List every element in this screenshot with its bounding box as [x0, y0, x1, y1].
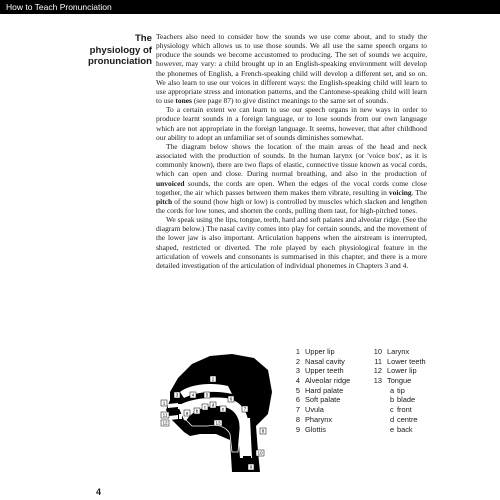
figure-label: 5 — [205, 392, 209, 398]
legend-number: 13 — [373, 376, 382, 386]
tongue-part-label: c — [203, 404, 207, 410]
paragraph-3-text-d: of the sound (how high or low) is controlled by muscles which slacken and lengthen the cords for low tones, and shorten the cords, pulling them taut, for high-pitched tones. — [156, 196, 427, 215]
paragraph-1-text: Teachers also need to consider how the sounds we use come about, and to study the physiology which allows us to use those sounds. We all use the same speech organs to produce the sounds we become accustomed to producing. The set of sounds we acquire, however, may vary: a child brought up in an English-speaking environment will develop the phonemes of English, a French-speaking child will develop a different set, and so on. We also learn to use our voices in different ways: the English-speaking child will learn to use appropriate stress and intonation patterns, and the Cantonese-speaking child will learn to use — [156, 32, 427, 106]
running-header — [0, 0, 500, 14]
legend-item — [370, 366, 450, 376]
legend-number: 3 — [295, 366, 300, 376]
legend-label: front — [397, 405, 412, 415]
paragraph-1-text-end: (see page 87) to give distinct meanings to the same set of sounds. — [191, 96, 389, 106]
figure-label: 12 — [162, 420, 168, 426]
legend-label: Glottis — [305, 424, 326, 434]
legend-letter: b — [390, 395, 395, 405]
legend-number: 7 — [295, 405, 300, 415]
legend-number: 6 — [295, 395, 300, 405]
legend-number: 8 — [295, 414, 300, 424]
figure-label: 1 — [162, 400, 166, 406]
legend-item — [288, 376, 370, 386]
figure-label: 7 — [243, 406, 247, 412]
tongue-part-label: e — [221, 406, 225, 412]
term-tones: tones — [175, 96, 192, 106]
figure-label: 8 — [261, 428, 265, 434]
legend-column-2 — [370, 347, 450, 434]
figure-label: 9 — [249, 464, 253, 470]
figure-label: 13 — [215, 420, 221, 426]
legend-number: 11 — [374, 356, 382, 366]
figure-label: 6 — [229, 396, 233, 402]
legend-letter: a — [390, 385, 395, 395]
head-cross-section — [156, 340, 286, 474]
legend-item — [288, 357, 370, 367]
term-pitch: pitch — [156, 196, 173, 206]
upper-teeth — [178, 404, 181, 409]
term-unvoiced: unvoiced — [156, 178, 185, 188]
tongue-part-label: a — [185, 410, 189, 416]
speech-organs-diagram — [156, 340, 286, 474]
legend-letter: e — [390, 424, 395, 434]
paragraph-3-text-c: . The — [411, 187, 427, 197]
paragraph-1 — [156, 32, 427, 105]
glottis — [243, 456, 251, 460]
legend-item — [288, 347, 370, 357]
figure-label: 10 — [257, 450, 263, 456]
legend-item — [288, 386, 370, 396]
paragraph-2: To a certain extent we can learn to use our speech organs in new ways in order to produce learnt sounds in a foreign language, or to lose sounds from our own language which are not appropriate in the foreign language. It seems, however, that after childhood our ability to adopt an unfamiliar set of sounds diminishes somewhat. — [156, 105, 427, 142]
legend-item — [370, 357, 450, 367]
legend-number: 1 — [295, 347, 300, 356]
figure-label: 4 — [191, 392, 195, 398]
legend-label: Tongue — [387, 376, 412, 386]
legend-label: Lower lip — [387, 366, 417, 376]
legend-number: 4 — [295, 376, 300, 386]
legend-label: blade — [397, 395, 416, 405]
page-number: 4 — [96, 487, 102, 497]
figure-label: 3 — [175, 392, 179, 398]
section-heading: The physiology of pronunciation — [88, 33, 152, 67]
paragraph-3-text-b: sounds, the cords are open. When the edges of the vocal cords come close together, the air which passes between them makes them vibrate, resulting in — [156, 178, 427, 197]
legend-label: Hard palate — [305, 385, 344, 395]
legend-item — [288, 415, 370, 425]
legend-label: centre — [397, 414, 418, 424]
legend-item — [370, 376, 450, 386]
legend-item — [288, 405, 370, 415]
legend-tongue-part — [370, 395, 450, 405]
legend-number: 2 — [295, 356, 300, 366]
body-text — [156, 32, 427, 270]
legend-label: Pharynx — [305, 414, 333, 424]
legend-number: 5 — [295, 385, 300, 395]
lower-teeth — [179, 414, 182, 419]
legend-letter: c — [390, 405, 394, 415]
legend-label: back — [397, 424, 413, 434]
legend-label: Larynx — [387, 347, 410, 356]
legend-number: 12 — [373, 366, 382, 376]
legend-label: Upper lip — [305, 347, 335, 356]
legend-letter: d — [390, 414, 395, 424]
legend-number: 9 — [295, 424, 300, 434]
legend-label: Lower teeth — [387, 356, 426, 366]
legend-tongue-part — [370, 386, 450, 396]
legend-tongue-part — [370, 405, 450, 415]
figure-label: 11 — [162, 412, 168, 418]
figure-label: 2 — [211, 376, 215, 382]
legend-label: Alveolar ridge — [305, 376, 351, 386]
paragraph-3 — [156, 142, 427, 215]
running-title: How to Teach Pronunciation — [6, 2, 112, 12]
legend-item — [288, 395, 370, 405]
legend-tongue-part — [370, 425, 450, 435]
legend-label: Upper teeth — [305, 366, 344, 376]
legend-number: 10 — [373, 347, 382, 356]
paragraph-3-text-a: The diagram below shows the location of the main areas of the head and neck associated with the production of sounds. In the human larynx (or 'voice box', as it is commonly known), there are two flaps of elastic, connective tissue known as vocal cords, which can open and close. During normal breathing, and also in the production of — [156, 141, 427, 179]
legend-label: Soft palate — [305, 395, 341, 405]
legend-item — [370, 347, 450, 357]
tongue-part-label: d — [211, 402, 215, 408]
tongue-part-label: b — [195, 408, 199, 414]
legend-item — [288, 425, 370, 435]
legend-label: tip — [397, 385, 405, 395]
term-voicing: voicing — [388, 187, 412, 197]
legend-column-1 — [288, 347, 370, 434]
legend-label: Uvula — [305, 405, 324, 415]
paragraph-4: We speak using the lips, tongue, teeth, hard and soft palates and alveolar ridge. (See the diagram below.) The nasal cavity comes into play for certain sounds, and the movement of the lower jaw is also important. Articulation happens when the airstream is interrupted, shaped, restricted or diverted. The role played by each physiological feature in the articulation of vowels and consonants is summarised in this chapter, and there is a more detailed investigation of the articulation of individual phonemes in Chapters 3 and 4. — [156, 215, 427, 270]
legend-tongue-part — [370, 415, 450, 425]
legend-label: Nasal cavity — [305, 356, 345, 366]
legend-item — [288, 366, 370, 376]
